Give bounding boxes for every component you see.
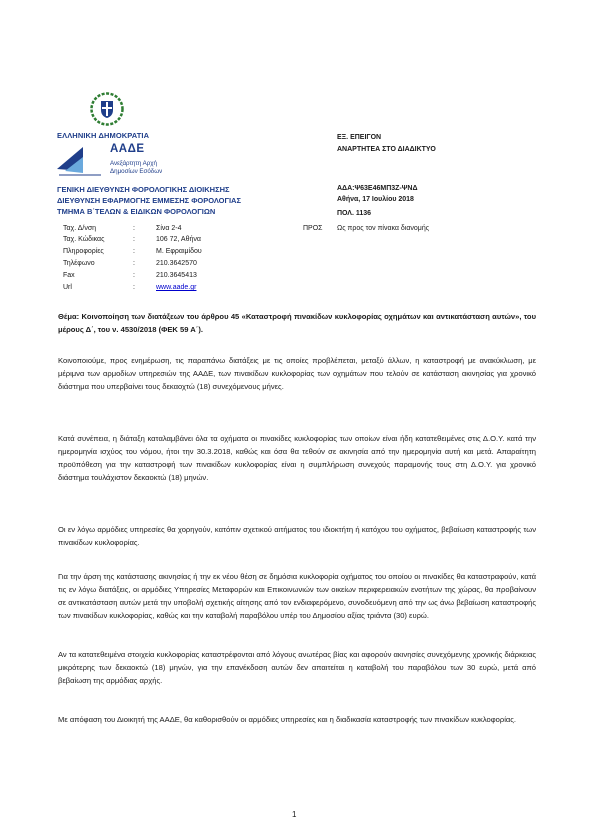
- directorate: ΔΙΕΥΘΥΝΣΗ ΕΦΑΡΜΟΓΗΣ ΕΜΜΕΣΗΣ ΦΟΡΟΛΟΓΙΑΣ: [57, 196, 241, 205]
- body-paragraph-3: Οι εν λόγω αρμόδιες υπηρεσίες θα χορηγούν, κατόπιν σχετικού αιτήματος του ιδιοκτήτη ή κατόχου του οχήματος, βεβαίωση καταστροφής των πινακίδων κυκλοφορίας.: [58, 525, 536, 547]
- logo-sub-line2: Δημοσίων Εσόδων: [110, 168, 163, 175]
- body-paragraph-2: Κατά συνέπεια, η διάταξη καταλαμβάνει όλα τα οχήματα οι πινακίδες κυκλοφορίας των οποίων είναι ήδη κατατεθειμένες στις Δ.Ο.Υ. κατά την ημερομηνία ισχύος του νόμου, ήτοι την 30.3.2018, καθώς και όσα θα τεθούν σε ακινησία από την ημερομηνία αυτή και μετά. Απαραίτητη προϋπόθεση για την καταστροφή των πινακίδων κυκλοφορίας είναι η συμπλήρωση συνεχούς παραμονής τους στη Δ.Ο.Υ. για χρονικό διάστημα τουλάχιστον δεκαοκτώ (18) μηνών.: [58, 434, 536, 482]
- contact-value: 210.3645413: [156, 272, 197, 279]
- contact-label: Πληροφορίες: [63, 248, 104, 255]
- contact-separator: :: [133, 284, 135, 291]
- contact-separator: :: [133, 260, 135, 267]
- ada-code: ΑΔΑ:Ψ63Ε46ΜΠ3Ζ-ΨΝΔ: [337, 185, 418, 192]
- logo-sub-line1: Ανεξάρτητη Αρχή: [110, 160, 157, 167]
- department: ΤΜΗΜΑ Β΄ΤΕΛΩΝ & ΕΙΔΙΚΩΝ ΦΟΡΟΛΟΓΙΩΝ: [57, 207, 216, 216]
- document-date: Αθήνα, 17 Ιουλίου 2018: [337, 196, 414, 203]
- contact-value: Σίνα 2-4: [156, 225, 182, 232]
- republic-title: ΕΛΛΗΝΙΚΗ ΔΗΜΟΚΡΑΤΙΑ: [57, 131, 150, 140]
- general-directorate: ΓΕΝΙΚΗ ΔΙΕΥΘΥΝΣΗ ΦΟΡΟΛΟΓΙΚΗΣ ΔΙΟΙΚΗΣΗΣ: [57, 185, 230, 194]
- pol-number: ΠΟΛ. 1136: [337, 210, 372, 217]
- body-paragraph-5: Αν τα κατατεθειμένα στοιχεία κυκλοφορίας καταστρέφονται από λόγους ανωτέρας βίας και αφορούν ακινησίες συνεχόμενης χρονικής διάρκειας μικρότερης των δεκαοκτώ (18) μηνών, για την επανέκδοση αυτών δεν απαιτείται η καταβολή του παραβόλου των 30 ευρώ, μετά από βεβαίωση της αρμόδιας αρχής.: [58, 650, 536, 685]
- contact-value: 106 72, Αθήνα: [156, 236, 201, 243]
- contact-separator: :: [133, 236, 135, 243]
- body-paragraph-4: Για την άρση της κατάστασης ακινησίας ή την εκ νέου θέση σε δημόσια κυκλοφορία οχήματος του οποίου οι πινακίδες θα καταστραφούν, κατά τις εν λόγω διατάξεις, οι αρμόδιες Υπηρεσίες Μεταφορών και Επικοινωνιών των οικείων περιφερειακών ενοτήτων της χώρας, θα προβαίνουν σε αντικατάσταση αυτών μετά την υποβολή σχετικής αίτησης από τον ενδιαφερόμενο, συνοδευόμενη από την ως άνω βεβαίωση καταστροφής των πινακίδων κυκλοφορίας, καθώς και την καταβολή παραβόλου υπέρ του Δημοσίου αξίας τριάντα (30) ευρώ.: [58, 572, 536, 620]
- contact-value: Μ. Εφραιμίδου: [156, 248, 202, 255]
- body-paragraph-1: Κοινοποιούμε, προς ενημέρωση, τις παραπάνω διατάξεις με τις οποίες προβλέπεται, μεταξύ άλλων, η καταστροφή με ανακύκλωση, με μέριμνα των αρμοδίων υπηρεσιών της ΑΑΔΕ, των πινακίδων κυκλοφορίας των οχημάτων που τελούν σε κατάσταση ακινησίας για χρονικό διάστημα που υπερβαίνει τους δεκαοχτώ (18) συνεχόμενους μήνες.: [58, 356, 536, 391]
- aade-logo-subtitle: [110, 160, 162, 176]
- website-link[interactable]: www.aade.gr: [156, 284, 197, 291]
- contact-separator: :: [133, 272, 135, 279]
- body-paragraph-6: Με απόφαση του Διοικητή της ΑΑΔΕ, θα καθορισθούν οι αρμόδιες υπηρεσίες και η διαδικασία καταστροφής των πινακίδων κυκλοφορίας.: [58, 715, 517, 724]
- page-number: 1: [292, 810, 297, 819]
- contact-label: Ταχ. Κώδικας: [63, 236, 105, 243]
- contact-separator: :: [133, 248, 135, 255]
- contact-value: 210.3642570: [156, 260, 197, 267]
- contact-label: Τηλέφωνο: [63, 260, 95, 267]
- aade-logo-name: ΑΑΔΕ: [110, 143, 145, 155]
- contact-label: Ταχ. Δ/νση: [63, 225, 97, 232]
- contact-label: Fax: [63, 272, 75, 279]
- recipient-value: Ως προς τον πίνακα διανομής: [337, 225, 430, 232]
- urgency-flag: ΕΞ. ΕΠΕΙΓΟΝ: [337, 134, 382, 141]
- hellenic-republic-emblem-icon: [90, 92, 124, 126]
- document-subject: Θέμα: Κοινοποίηση των διατάξεων του άρθρου 45 «Καταστροφή πινακίδων κυκλοφορίας οχημάτων και αντικατάσταση αυτών», του μέρους Δ΄, του ν. 4530/2018 (ΦΕΚ 59 Α΄).: [58, 312, 536, 334]
- contact-label: Url: [63, 284, 72, 291]
- recipient-label: ΠΡΟΣ: [303, 225, 323, 232]
- contact-separator: :: [133, 225, 135, 232]
- publish-flag: ΑΝΑΡΤΗΤΕΑ ΣΤΟ ΔΙΑΔΙΚΤΥΟ: [337, 146, 436, 153]
